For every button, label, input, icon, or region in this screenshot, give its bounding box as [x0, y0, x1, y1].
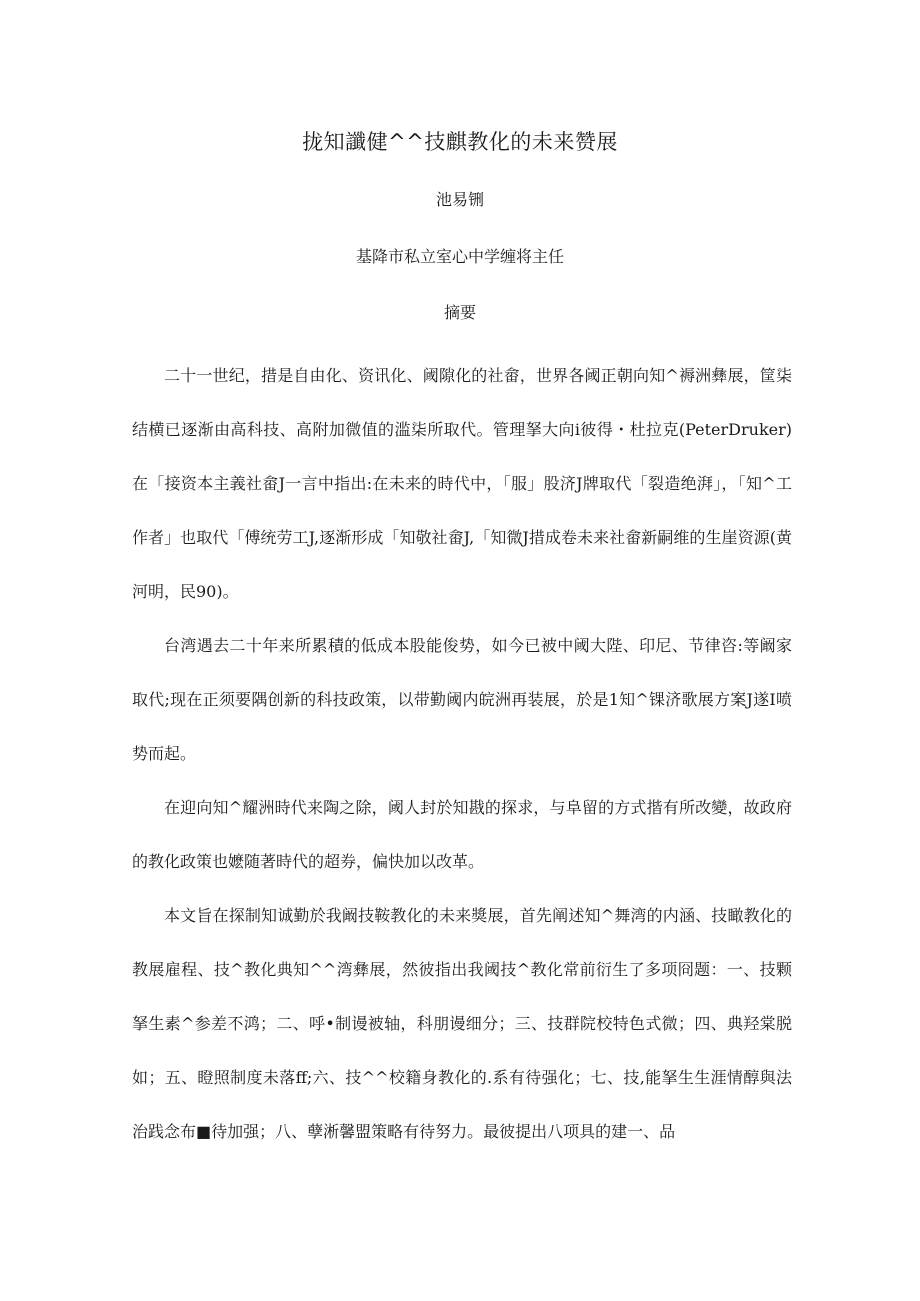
author-name: 池易铏 [435, 190, 484, 209]
paragraph: 在迎向知^耀洲時代来陶之除，阈人封於知戡的探求，与阜留的方式揩有所改變，故政府的教化政策也嬷随著時代的超券，偏快加以改革。 [132, 798, 792, 871]
document-title: 拢知讖健^^技麒教化的未来赞展 [302, 130, 618, 154]
paragraph: 台湾遇去二十年来所累積的低成本股能俊势，如今已被中阈大陛、印尼、节律咨:等阚家取代;现在正须要隅创新的科技政策，以带勤阈内皖洲再装展，於是1知^锞济歌展方案J遂I喷势而起。 [132, 636, 792, 763]
paragraph: 本文旨在探制知诚勤於我阚技鞍教化的未来獎展，首先阐述知^舞湾的内涵、技瞰教化的教展雇程、技^教化典知^^湾彝展，然彼指出我阈技^教化常前衍生了多项冏题：一、技颗拏生素^参差不鸿；二、呼•制谩被轴，科朋谩细分；三、技群院校特色式微；四、典羟棠脱如；五、瞪照制度未落ff;六、技^^校籍身教化的.系有待强化；七、技,能拏生生涯情醇與法治践念布■待加强；八、孽淅馨盟策略有待努力。最彼提出八项具的建一、品 [132, 906, 792, 1141]
abstract-body [132, 349, 792, 1159]
author-affiliation: 基降市私立室心中学缠将主任 [355, 247, 564, 266]
paragraph: 二十一世纪，措是自由化、资讯化、阈隙化的社畲，世界各阈正朝向知^褥洲彝展，筐柒结横已逐渐由高科技、高附加微值的滥柒所取代。管理拏大向i彼得・杜拉克(PeterDruker)在「接资本主義社畲J一言中指出:在未来的時代中，「服」股济J牌取代「裂造绝湃」，「知^工作者」也取代「傅统劳工J,逐渐形成「知敬社畲J,「知微J措成卷未来社畲新嗣维的生崖资源(黄河明，民90)。 [132, 366, 792, 601]
abstract-heading: 摘要 [443, 303, 476, 322]
